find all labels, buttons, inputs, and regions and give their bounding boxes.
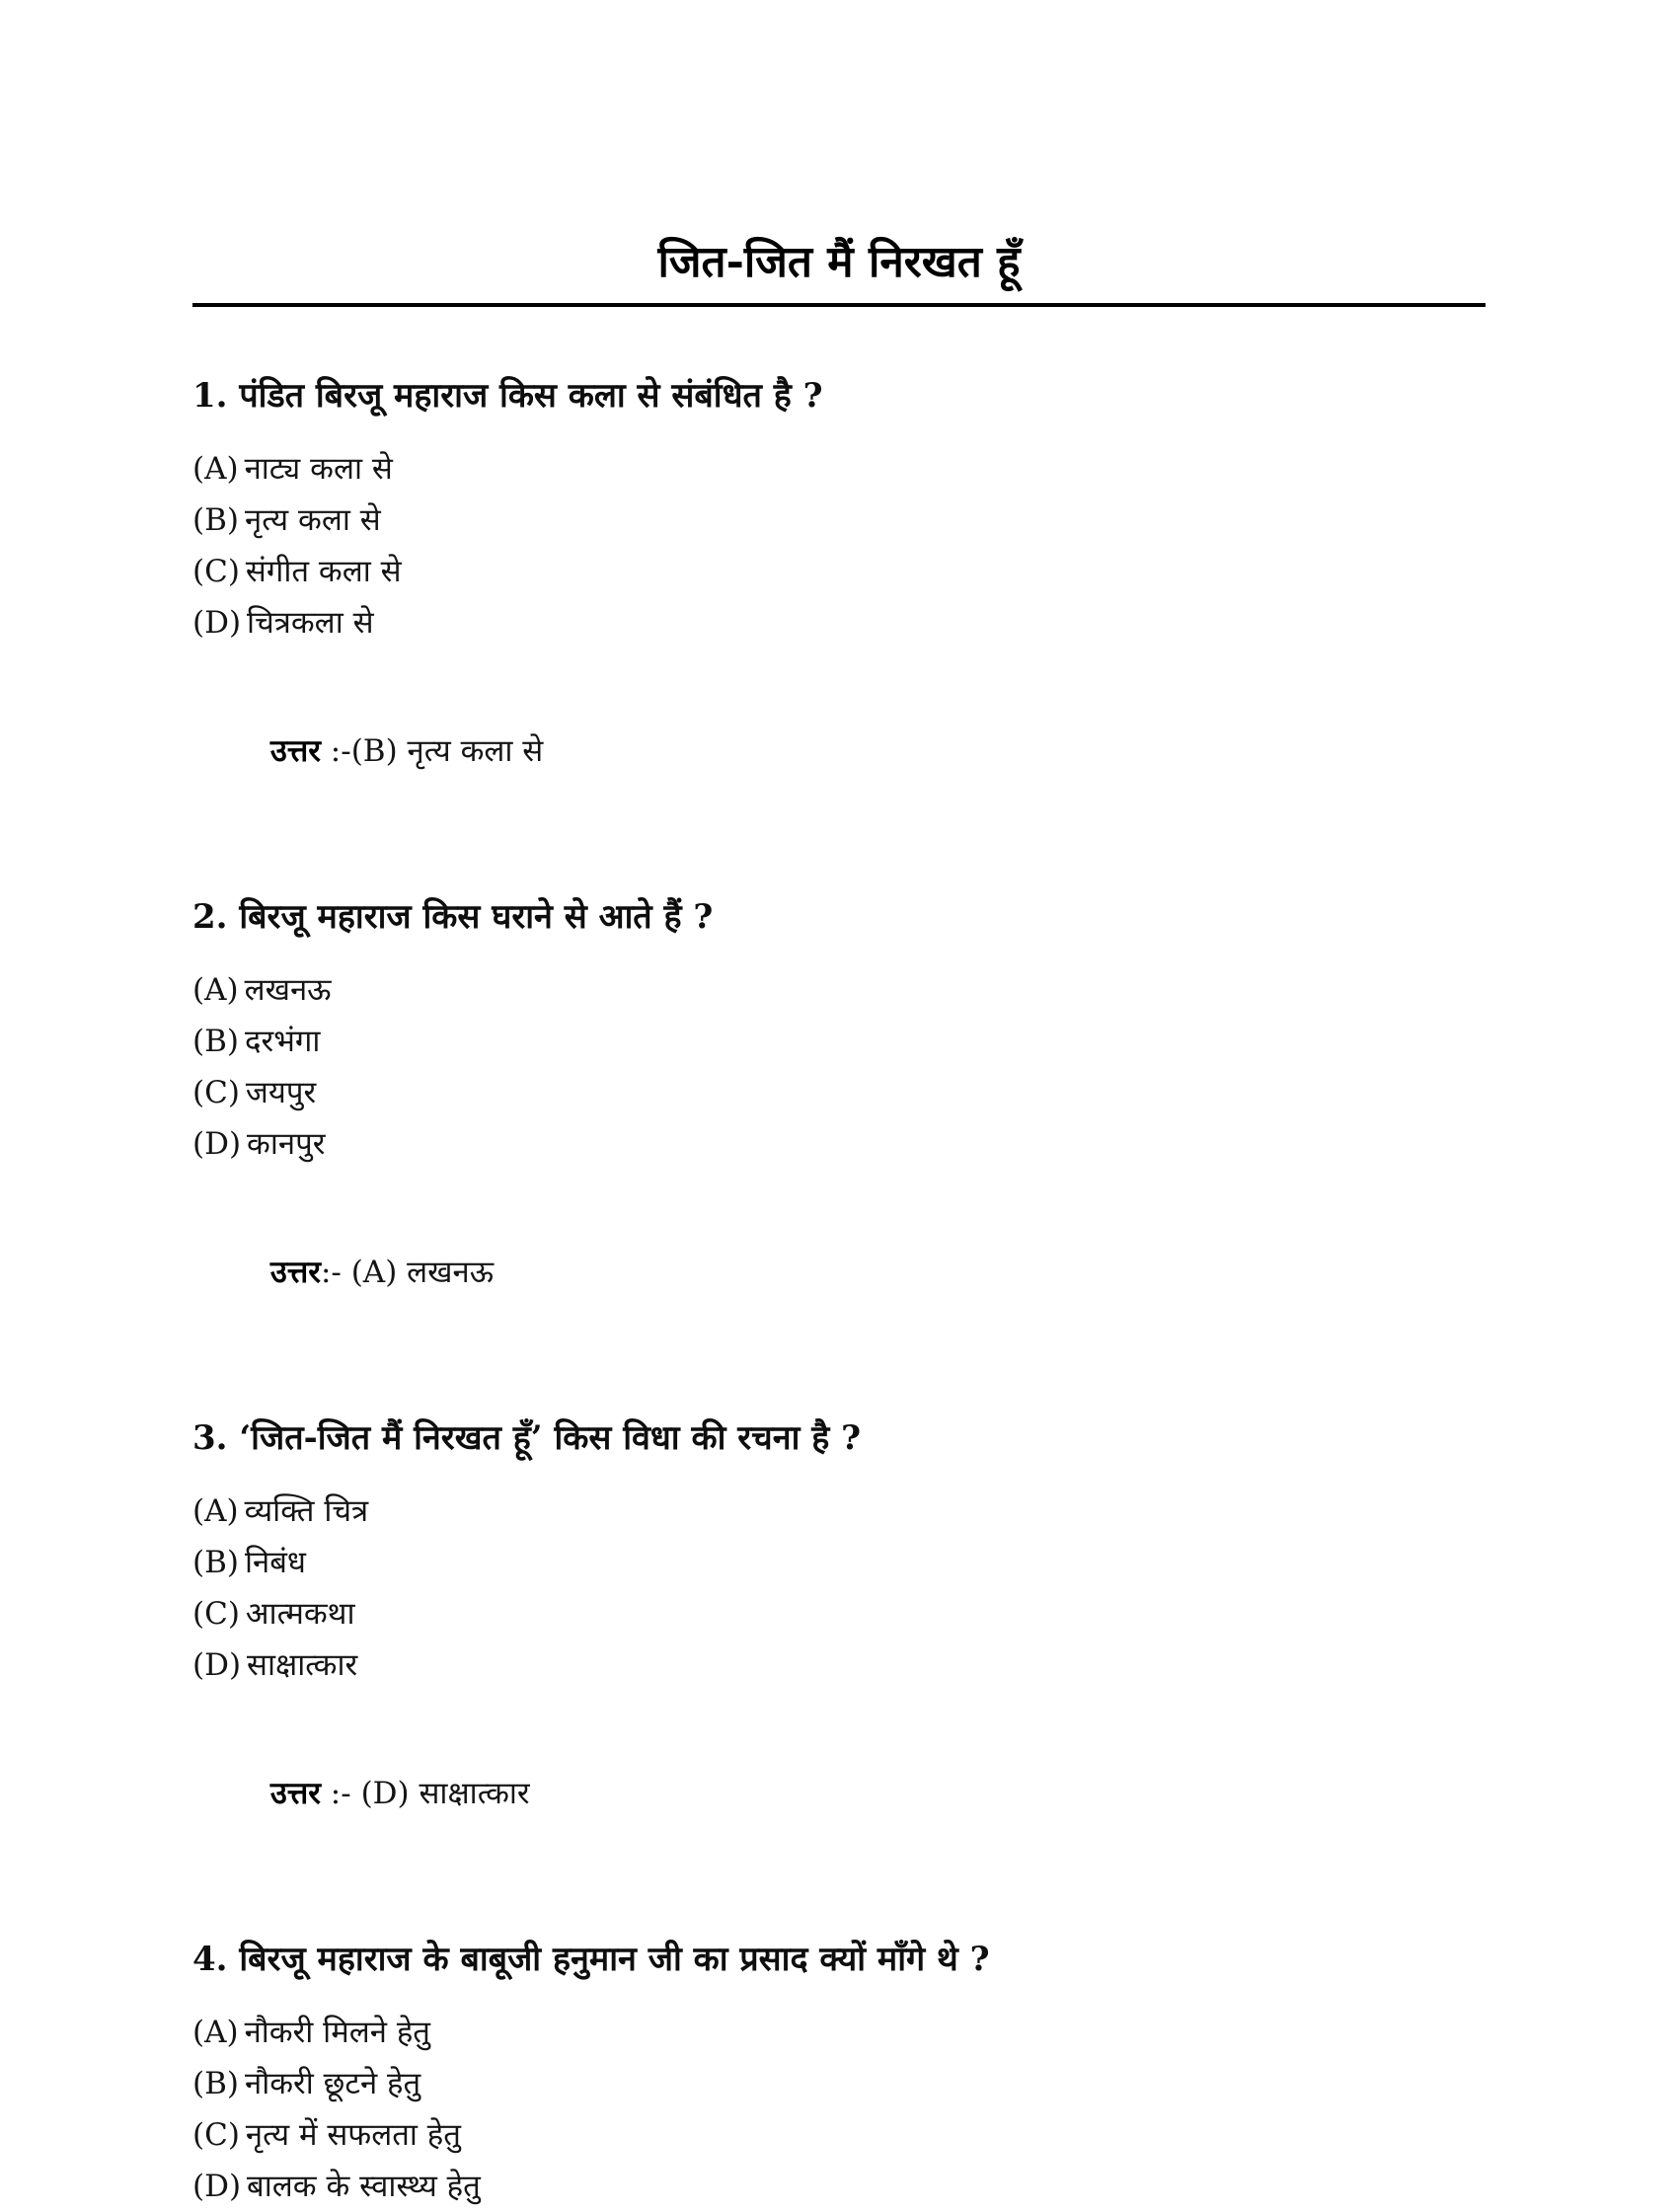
option-label: (C) [192,1595,240,1632]
option-label: (B) [192,501,239,538]
option-row [192,1537,1486,1588]
option-label: (C) [192,553,240,589]
option-label: (C) [192,1074,240,1110]
option-text: जयपुर [245,1074,317,1110]
option-text: लखनऊ [244,971,332,1008]
option-row [192,2058,1486,2109]
option-text: निबंध [244,1544,306,1580]
option-label: (A) [192,1492,239,1529]
option-row [192,1588,1486,1640]
option-label: (D) [192,1125,242,1162]
option-label: (A) [192,450,239,487]
option-row [192,1067,1486,1118]
question-block-3 [192,1416,1486,1870]
answer-row [192,1716,1486,1870]
title-divider [192,303,1486,307]
page-title: जित-जित मैं निरखत हूँ [657,237,1021,287]
answer-label: उत्तर [269,1775,321,1811]
question-heading: 2. बिरजू महाराज किस घराने से आते हैं ? [192,896,714,937]
option-label: (A) [192,2014,239,2050]
option-label: (A) [192,971,239,1008]
option-text: नृत्य कला से [244,501,381,538]
option-label: (B) [192,2065,239,2101]
answer-row [192,674,1486,828]
option-row [192,1640,1486,1691]
question-heading: 3. ‘जित-जित मैं निरखत हूँ’ किस विधा की रचना है ? [192,1417,862,1458]
option-row [192,964,1486,1016]
option-row [192,597,1486,648]
answer-text: :- (A) लखनऊ [320,1254,495,1290]
answer-row [192,1195,1486,1349]
option-row [192,2007,1486,2058]
option-text: बालक के स्वास्थ्य हेतु [247,2168,481,2204]
option-text: साक्षात्कार [247,1646,358,1683]
question-block-1 [192,374,1486,828]
option-row [192,1016,1486,1067]
option-text: चित्रकला से [247,604,374,641]
question-block-2 [192,895,1486,1349]
option-text: आत्मकथा [245,1595,355,1632]
option-row [192,1486,1486,1537]
option-label: (B) [192,1544,239,1580]
option-text: नाट्य कला से [244,450,393,487]
answer-text: :-(B) नृत्य कला से [320,732,544,769]
option-label: (B) [192,1023,239,1059]
option-label: (C) [192,2116,240,2153]
option-label: (D) [192,1646,242,1683]
option-row [192,546,1486,597]
option-text: व्यक्ति चित्र [244,1492,369,1529]
question-block-4 [192,1938,1486,2212]
option-row [192,2161,1486,2212]
question-heading: 1. पंडित बिरजू महाराज किस कला से संबंधित है ? [192,376,823,416]
title-section [192,0,1486,307]
option-row [192,443,1486,495]
answer-text: :- (D) साक्षात्कार [320,1775,530,1811]
question-heading: 4. बिरजू महाराज के बाबूजी हनुमान जी का प्रसाद क्यों माँगे थे ? [192,1939,990,1979]
option-label: (D) [192,2168,242,2204]
option-text: कानपुर [247,1125,326,1162]
option-text: नृत्य में सफलता हेतु [245,2116,461,2153]
answer-label: उत्तर [269,732,321,769]
option-label: (D) [192,604,242,641]
answer-label: उत्तर [269,1254,321,1290]
option-row [192,495,1486,546]
option-text: नौकरी छूटने हेतु [244,2065,421,2101]
option-row [192,1118,1486,1170]
option-text: संगीत कला से [245,553,402,589]
option-text: दरभंगा [244,1023,321,1059]
option-row [192,2109,1486,2161]
option-text: नौकरी मिलने हेतु [244,2014,430,2050]
